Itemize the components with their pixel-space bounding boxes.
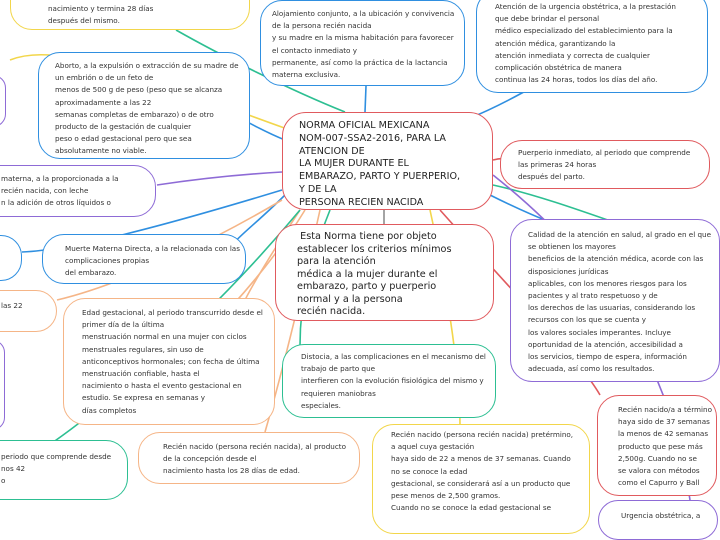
- central-topic-node[interactable]: [282, 112, 493, 210]
- node-urgencia-obstetrica[interactable]: [476, 0, 708, 93]
- node-alojamiento-text: Alojamiento conjunto, a la ubicación y convivencia de la persona recién nacida y su madre en la misma habitación para favorecer el contacto inmediato y permanente, así como la práctica de la lactancia materna exclusiva.: [272, 9, 455, 80]
- node-urgencia-obstetrica-text: Atención de la urgencia obstétrica, a la prestación que debe brindar el personal médico especializado del establecimiento para la atención médica, garantizando la atención inmediata y correcta de cualquier complicación obstétrica de manera continua las 24 horas, todos los días del año.: [495, 2, 676, 85]
- node-recien-nacido-termino-text: Recién nacido/a a término haya sido de 37 semanas la menos de 42 semanas producto que pese más 2,500g. Cuando no se se valora con métodos como el Capurro y Ball: [618, 405, 712, 488]
- node-recien-nacido-text: Recién nacido (persona recién nacida), al producto de la concepción desde el nacimiento hasta los 28 días de edad.: [163, 442, 346, 476]
- node-muerte-materna[interactable]: [42, 234, 246, 284]
- node-neonatal-period[interactable]: [10, 0, 250, 30]
- node-distocia-text: Distocia, a las complicaciones en el mecanismo del trabajo de parto que interfieren con la evolución fisiológica del mismo y requieren maniobras especiales.: [301, 352, 486, 410]
- node-aborto-text: Aborto, a la expulsión o extracción de su madre de un embrión o de un feto de menos de 500 g de peso (peso que se alcanza aproximadamente a las 22 semanas completas de embarazo) o de otro producto de la gestación de cualquier peso o edad gestacional pero que sea absolutamente no viable.: [55, 61, 239, 156]
- node-edad-gestacional[interactable]: [63, 298, 275, 425]
- node-urgencia-bottom-text: Urgencia obstétrica, a: [621, 511, 701, 520]
- node-calidad-atencion-text: Calidad de la atención en salud, al grado en el que se obtienen los mayores beneficios de la atención médica, acorde con las disposiciones jurídicas aplicables, con los menores riesgos para los pacientes y al trato respetuoso y de los derechos de las usuarias, considerando los recursos con los que se cuenta y los valores sociales imperantes. Incluye oportunidad de la atención, accesibilidad a los servicios, tiempo de espera, información adecuada, así como los resultados.: [528, 230, 712, 374]
- node-pretermino[interactable]: [372, 424, 590, 534]
- node-lactancia-text: materna, a la proporcionada a la recién nacida, con leche n la adición de otros líquidos o: [1, 174, 119, 208]
- node-urgencia-bottom[interactable]: [598, 500, 718, 540]
- node-distocia[interactable]: [282, 344, 496, 418]
- node-recien-nacido-termino[interactable]: [597, 395, 717, 496]
- node-left-small[interactable]: [0, 290, 57, 332]
- node-muerte-materna-text: Muerte Materna Directa, a la relacionada con las complicaciones propias del embarazo.: [65, 244, 240, 278]
- node-lactancia[interactable]: [0, 165, 156, 217]
- node-recien-nacido[interactable]: [138, 432, 360, 484]
- node-puerperio-inmediato-text: Puerperio inmediato, al periodo que comprende las primeras 24 horas después del parto.: [518, 148, 691, 182]
- node-periodo-left-text: periodo que comprende desde nos 42 o: [1, 452, 112, 486]
- node-puerperio-inmediato[interactable]: [500, 140, 710, 189]
- connector-alojamiento-b: [365, 86, 366, 112]
- node-alojamiento[interactable]: [260, 0, 465, 86]
- node-edad-gestacional-text: Edad gestacional, al periodo transcurrido desde el primer día de la última menstruación normal en una mujer con ciclos menstruales regulares, sin uso de anticonceptivos hormonales; con fecha de última menstruación confiable, hasta el nacimiento o hasta el evento gestacional en estudio. Se expresa en semanas y días completos: [82, 308, 263, 415]
- node-calidad-atencion[interactable]: [510, 219, 720, 382]
- node-left-small-text: las 22: [1, 301, 23, 310]
- main-subtopic-node[interactable]: [275, 224, 494, 321]
- node-pretermino-text: Recién nacido (persona recién nacida) pretérmino, a aquel cuya gestación haya sido de 22 a menos de 37 semanas. Cuando no se conoce la edad gestacional, se considerará así a un producto que pese menos de 2,500 gramos. Cuando no se conoce la edad gestacional se: [391, 430, 574, 513]
- node-left-purple2[interactable]: [0, 340, 5, 430]
- node-periodo-left[interactable]: [0, 440, 128, 500]
- node-aborto[interactable]: [38, 52, 250, 159]
- node-neonatal-period-text: nacimiento y termina 28 días después del mismo.: [48, 4, 154, 26]
- central-topic-text: NORMA OFICIAL MEXICANA NOM-007-SSA2-2016, PARA LA ATENCION DE LA MUJER DURANTE EL EMBARAZO, PARTO Y PUERPERIO, Y DE LA PERSONA RECIEN NACIDA: [299, 120, 461, 208]
- connector-lactancia: [157, 172, 282, 185]
- main-subtopic-text: Esta Norma tiene por objeto establecer los criterios mínimos para la atención médica a la mujer durante el embarazo, parto y puerperio normal y a la persona recién nacida.: [297, 231, 452, 317]
